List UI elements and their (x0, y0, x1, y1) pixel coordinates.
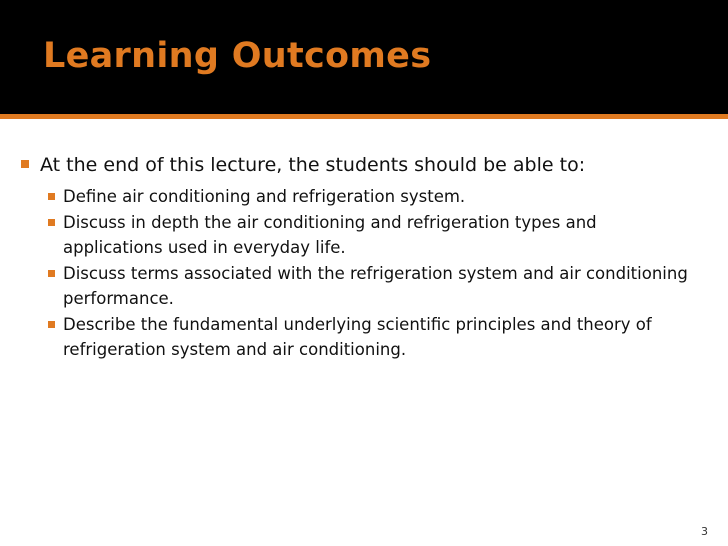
outcome-item (0, 210, 728, 260)
outcomes-list (0, 184, 728, 362)
square-bullet-icon (48, 193, 55, 200)
outcome-text: Discuss in depth the air conditioning and refrigeration types and applications used in everyday life. (63, 213, 597, 257)
square-bullet-icon (21, 160, 29, 168)
slide-content (0, 150, 728, 363)
intro-bullet (0, 150, 728, 180)
outcome-item (0, 312, 728, 362)
square-bullet-icon (48, 270, 55, 277)
slide-title: Learning Outcomes (43, 36, 432, 76)
outcome-text: Describe the fundamental underlying scientific principles and theory of refrigeration system and air conditioning. (63, 315, 652, 359)
outcome-item (0, 184, 728, 209)
slide-number: 3 (701, 525, 708, 538)
intro-text: At the end of this lecture, the students should be able to: (40, 154, 586, 176)
square-bullet-icon (48, 321, 55, 328)
title-bar (0, 0, 728, 114)
outcome-text: Define air conditioning and refrigeration system. (63, 187, 466, 206)
square-bullet-icon (48, 219, 55, 226)
accent-divider (0, 114, 728, 119)
outcome-item (0, 261, 728, 311)
outcome-text: Discuss terms associated with the refrigeration system and air conditioning performance. (63, 264, 688, 308)
